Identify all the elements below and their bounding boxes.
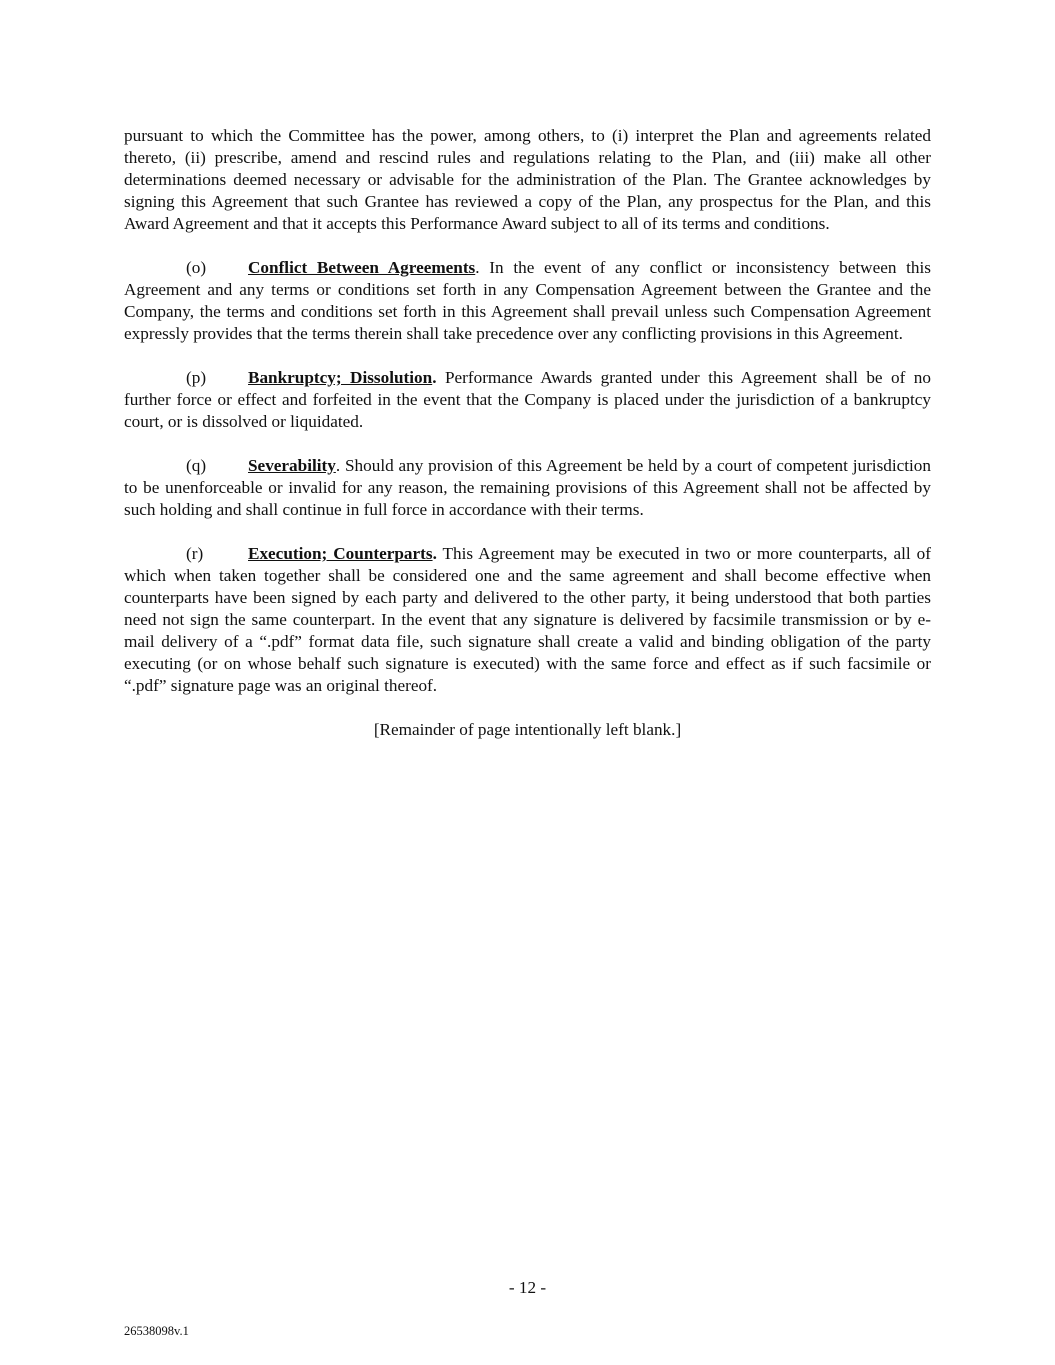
intro-paragraph: pursuant to which the Committee has the power, among others, to (i) interpret the Plan and agreements related thereto, (ii) prescribe, amend and rescind rules and regulations relating to the Plan, and (iii) make all other determinations deemed necessary or advisable for the administration of the Plan. The Grantee acknowledges by signing this Agreement that such Grantee has reviewed a copy of the Plan, any prospectus for the Plan, and this Award Agreement and that it accepts this Performance Award subject to all of its terms and conditions. bbox=[124, 126, 931, 233]
section-text: In the event of any conflict or inconsistency between this Agreement and any terms or conditions set forth in any Compensation Agreement between the Grantee and the Company, the terms and conditions set forth in this Agreement shall prevail unless such Compensation Agreement expressly provides that the terms therein shall take precedence over any conflicting provisions in this Agreement. bbox=[124, 258, 931, 343]
section-text: This Agreement may be executed in two or more counterparts, all of which when taken together shall be considered one and the same agreement and shall become effective when counterparts have been signed by each party and delivered to the other party, it being understood that both parties need not sign the same counterpart. In the event that any signature is delivered by facsimile transmission or by e-mail delivery of a “.pdf” format data file, such signature shall create a valid and binding obligation of the party executing (or on whose behalf such signature is executed) with the same force and effect as if such facsimile or “.pdf” signature page was an original thereof. bbox=[124, 544, 931, 695]
section-number: (p) bbox=[186, 368, 207, 387]
section-r bbox=[124, 543, 931, 697]
section-heading: Conflict Between Agreements bbox=[248, 258, 476, 277]
section-number: (o) bbox=[186, 258, 207, 277]
section-p bbox=[124, 367, 931, 433]
section-heading: Bankruptcy; Dissolution bbox=[248, 368, 433, 387]
document-body bbox=[124, 125, 931, 741]
section-number: (r) bbox=[186, 544, 204, 563]
section-heading: Severability bbox=[248, 456, 336, 475]
section-heading-punct: . bbox=[432, 544, 437, 563]
section-heading-punct: . bbox=[335, 456, 341, 475]
section-heading-punct: . bbox=[432, 368, 437, 387]
section-q bbox=[124, 455, 931, 521]
section-text: Should any provision of this Agreement be held by a court of competent jurisdiction to be unenforceable or invalid for any reason, the remaining provisions of this Agreement shall not be affected by such holding and shall continue in full force in accordance with their terms. bbox=[124, 456, 931, 519]
section-heading: Execution; Counterparts bbox=[248, 544, 433, 563]
remainder-note: [Remainder of page intentionally left blank.] bbox=[373, 720, 682, 739]
section-o bbox=[124, 257, 931, 345]
document-id: 26538098v.1 bbox=[124, 1324, 189, 1338]
page-number: - 12 - bbox=[508, 1278, 547, 1297]
section-text: Performance Awards granted under this Agreement shall be of no further force or effect and forfeited in the event that the Company is placed under the jurisdiction of a bankruptcy court, or is dissolved or liquidated. bbox=[124, 368, 931, 431]
section-number: (q) bbox=[186, 456, 207, 475]
section-heading-punct: . bbox=[475, 258, 480, 277]
